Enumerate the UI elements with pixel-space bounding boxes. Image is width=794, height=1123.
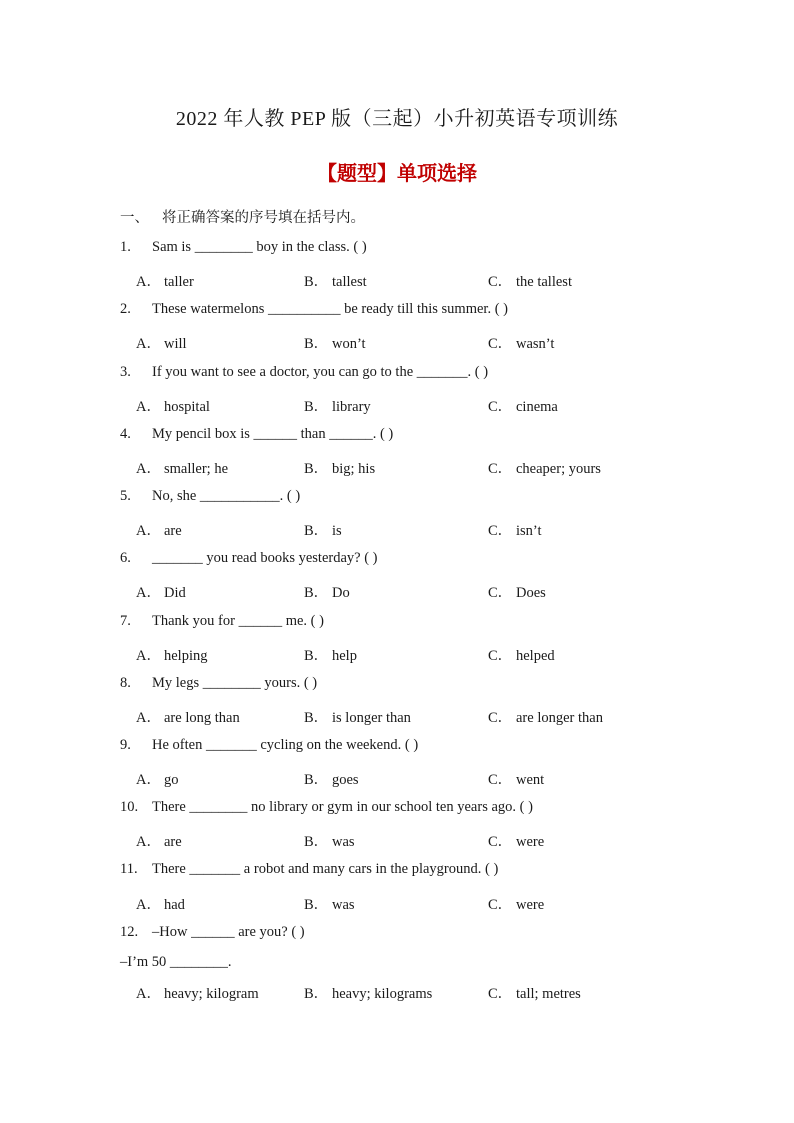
option-c: C． were: [488, 897, 545, 913]
question-text: He often _______ cycling on the weekend. ( ): [152, 737, 419, 753]
section-instruction: [120, 206, 365, 227]
option-c: C． helped: [488, 648, 555, 664]
question-number: 2.: [120, 301, 131, 317]
question-number: 8.: [120, 675, 131, 691]
answer-options: [136, 830, 656, 850]
answer-options: [136, 706, 656, 726]
option-a: A． are long than: [136, 710, 240, 726]
question-text: My legs ________ yours. ( ): [152, 675, 318, 691]
question-stem: [120, 799, 533, 816]
option-b: B． goes: [304, 772, 359, 788]
option-a: A． go: [136, 772, 179, 788]
option-a: A． hospital: [136, 399, 210, 415]
option-b: B． big; his: [304, 461, 376, 477]
question-number: 11.: [120, 861, 138, 877]
question-text: _______ you read books yesterday? ( ): [152, 550, 378, 566]
question-stem: [120, 861, 498, 878]
option-a: A． are: [136, 834, 182, 850]
option-c: C． wasn’t: [488, 336, 555, 352]
page-title: 2022 年人教 PEP 版（三起）小升初英语专项训练: [175, 108, 619, 130]
question-number: 10.: [120, 799, 139, 815]
option-a: A． heavy; kilogram: [136, 986, 259, 1002]
option-c: C． tall; metres: [488, 986, 581, 1002]
option-c: C． are longer than: [488, 710, 603, 726]
option-a: A． smaller; he: [136, 461, 229, 477]
question-stem: [120, 426, 393, 443]
option-a: A． had: [136, 897, 185, 913]
answer-options: [136, 893, 656, 913]
option-b: B． won’t: [304, 336, 366, 352]
question-number: 1.: [120, 239, 131, 255]
option-c: C． went: [488, 772, 545, 788]
question-type-heading: 【题型】单项选择: [317, 161, 477, 185]
option-a: A． Did: [136, 585, 186, 601]
question-number: 5.: [120, 488, 131, 504]
answer-options: [136, 332, 656, 352]
question-stem: [120, 488, 300, 505]
question-stem: [120, 364, 488, 381]
option-c: C． cheaper; yours: [488, 461, 601, 477]
option-c: C． were: [488, 834, 545, 850]
option-b: B． was: [304, 897, 355, 913]
option-b: B． tallest: [304, 274, 367, 290]
question-continuation: –I’m 50 ________.: [120, 954, 232, 970]
question-stem: [120, 737, 418, 754]
option-b: B． was: [304, 834, 355, 850]
option-b: B． is longer than: [304, 710, 411, 726]
option-b: B． is: [304, 523, 342, 539]
question-text: My pencil box is ______ than ______. ( ): [152, 426, 394, 442]
answer-options: [136, 644, 656, 664]
question-number: 7.: [120, 613, 131, 629]
question-text: Thank you for ______ me. ( ): [152, 613, 324, 629]
question-text: There _______ a robot and many cars in the playground. ( ): [152, 861, 499, 877]
option-a: A． will: [136, 336, 187, 352]
question-text: These watermelons __________ be ready till this summer. ( ): [152, 301, 508, 317]
question-stem: [120, 675, 317, 692]
answer-options: [136, 519, 656, 539]
question-text: –How ______ are you? ( ): [152, 924, 305, 940]
question-stem: [120, 924, 305, 941]
answer-options: [136, 982, 656, 1002]
question-text: No, she ___________. ( ): [152, 488, 301, 504]
option-c: C． the tallest: [488, 274, 572, 290]
answer-options: [136, 270, 656, 290]
question-stem: [120, 550, 378, 567]
option-c: C． cinema: [488, 399, 558, 415]
option-a: A． are: [136, 523, 182, 539]
option-b: B． heavy; kilograms: [304, 986, 433, 1002]
answer-options: [136, 581, 656, 601]
option-b: B． help: [304, 648, 357, 664]
option-b: B． library: [304, 399, 371, 415]
answer-options: [136, 457, 656, 477]
question-stem: [120, 613, 324, 630]
question-stem: [120, 301, 508, 318]
question-number: 9.: [120, 737, 131, 753]
option-a: A． taller: [136, 274, 194, 290]
answer-options: [136, 768, 656, 788]
option-a: A． helping: [136, 648, 208, 664]
question-text: If you want to see a doctor, you can go to the _______. ( ): [152, 364, 489, 380]
option-c: C． isn’t: [488, 523, 542, 539]
question-number: 12.: [120, 924, 139, 940]
answer-options: [136, 395, 656, 415]
question-text: There ________ no library or gym in our school ten years ago. ( ): [152, 799, 533, 815]
section-instruction-text: 将正确答案的序号填在括号内。: [162, 210, 365, 226]
option-c: C． Does: [488, 585, 546, 601]
option-b: B． Do: [304, 585, 350, 601]
question-stem: [120, 239, 367, 256]
section-number: 一、: [120, 210, 149, 226]
question-number: 3.: [120, 364, 131, 380]
question-number: 4.: [120, 426, 131, 442]
question-number: 6.: [120, 550, 131, 566]
question-text: Sam is ________ boy in the class. ( ): [152, 239, 367, 255]
